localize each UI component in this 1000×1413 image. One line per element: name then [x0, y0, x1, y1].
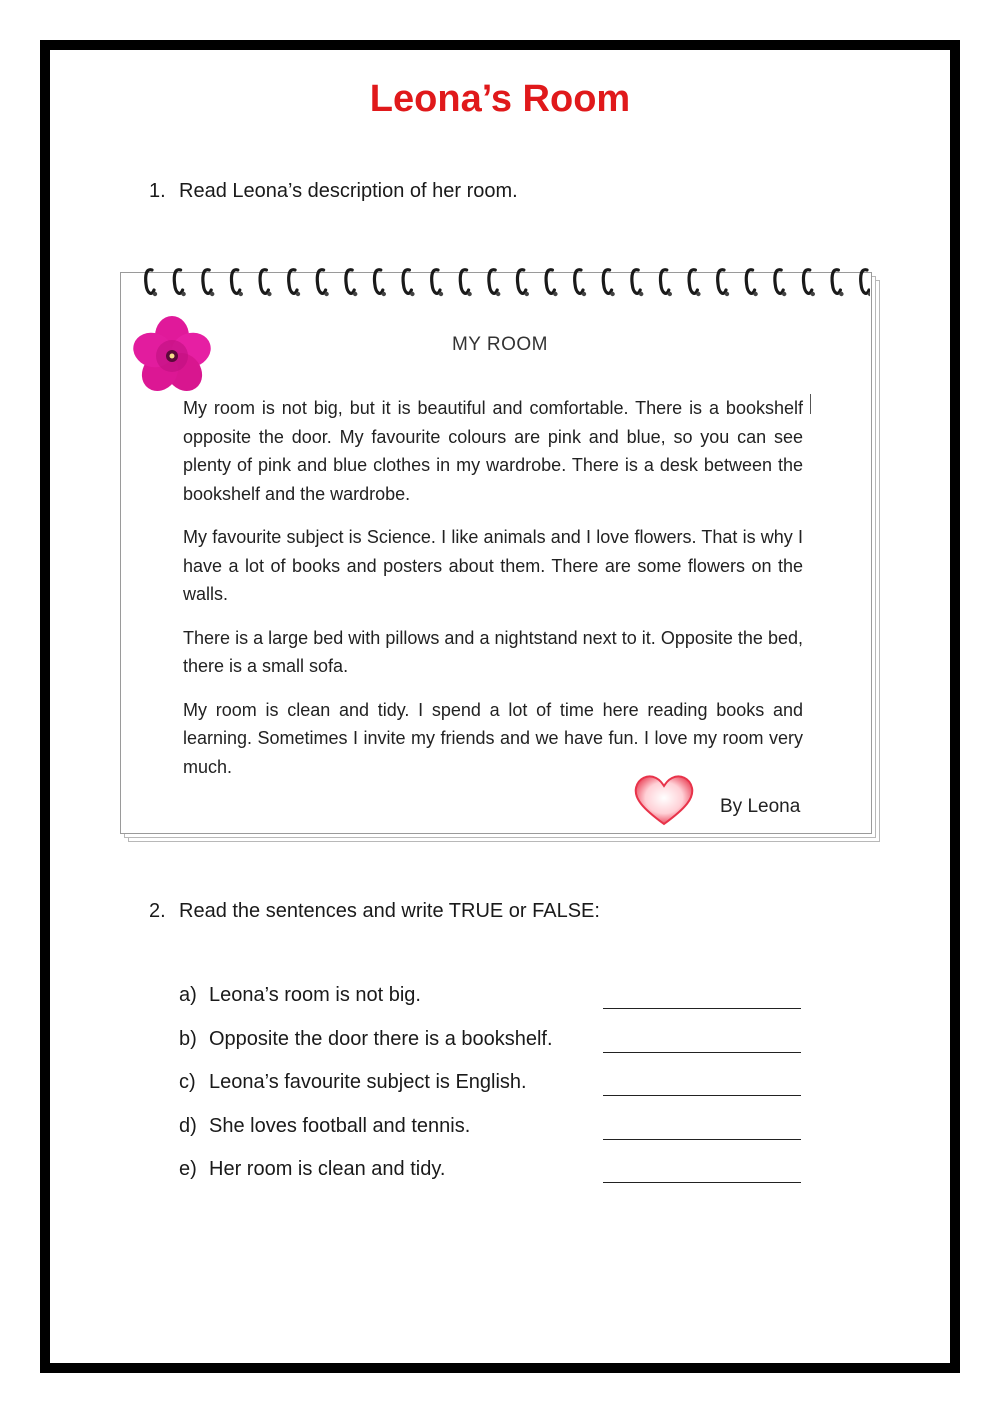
heart-icon — [632, 772, 696, 828]
note-body — [183, 394, 803, 796]
note-paragraph: My room is clean and tidy. I spend a lot of time here reading books and learning. Sometimes I invite my friends and we have fun. I love my room very much. — [183, 699, 803, 777]
spiral-ring-icon — [346, 270, 358, 297]
spiral-ring-icon — [603, 270, 615, 297]
item-letter: e) — [179, 1158, 197, 1180]
list-item — [179, 1115, 819, 1159]
spiral-ring-icon — [432, 270, 444, 297]
spiral-ring-icon — [146, 270, 158, 297]
spiral-ring-icon — [775, 270, 787, 297]
spiral-ring-icon — [289, 270, 301, 297]
text-cursor — [810, 394, 811, 414]
question-2-number: 2. — [149, 900, 166, 922]
answer-blank[interactable] — [603, 1028, 801, 1053]
item-text: Leona’s favourite subject is English. — [209, 1071, 527, 1093]
item-letter: c) — [179, 1071, 196, 1093]
answer-blank[interactable] — [603, 1115, 801, 1140]
spiral-ring-icon — [746, 270, 758, 297]
spiral-ring-icon — [546, 270, 558, 297]
list-item — [179, 984, 819, 1028]
item-text: She loves football and tennis. — [209, 1114, 471, 1137]
spiral-ring-icon — [517, 270, 529, 297]
answer-blank[interactable] — [603, 984, 801, 1009]
notebook — [120, 272, 880, 840]
question-1-text: Read Leona’s description of her room. — [179, 180, 518, 202]
item-text: Opposite the door there is a bookshelf. — [209, 1027, 553, 1050]
answer-blank[interactable] — [603, 1158, 801, 1183]
answer-blank[interactable] — [603, 1071, 801, 1096]
item-letter: d) — [179, 1114, 197, 1137]
spiral-ring-icon — [260, 270, 272, 297]
item-letter: a) — [179, 984, 197, 1006]
question-1-number: 1. — [149, 180, 166, 202]
note-paragraph: There is a large bed with pillows and a nightstand next to it. Opposite the bed, there is a small sofa. — [183, 627, 803, 676]
spiral-ring-icon — [231, 270, 243, 297]
signature: By Leona — [720, 796, 801, 817]
note-paragraph: My favourite subject is Science. I like animals and I love flowers. That is why I have a lot of books and posters about them. There are some flowers on the walls. — [183, 527, 803, 604]
spiral-ring-icon — [575, 270, 587, 297]
page-title: Leona’s Room — [369, 78, 631, 120]
spiral-ring-icon — [803, 270, 815, 297]
spiral-ring-icon — [174, 270, 186, 297]
spiral-ring-icon — [861, 270, 870, 297]
spiral-ring-icon — [403, 270, 415, 297]
spiral-ring-icon — [460, 270, 472, 297]
spiral-ring-icon — [660, 270, 672, 297]
spiral-rings — [140, 264, 870, 304]
spiral-ring-icon — [632, 270, 644, 297]
spiral-ring-icon — [832, 270, 844, 297]
item-text: Her room is clean and tidy. — [209, 1158, 446, 1180]
spiral-ring-icon — [374, 270, 386, 297]
item-text: Leona’s room is not big. — [209, 984, 421, 1006]
question-2 — [149, 900, 600, 923]
spiral-ring-icon — [689, 270, 701, 297]
note-heading: MY ROOM — [451, 334, 549, 355]
list-item — [179, 1071, 819, 1115]
note-paragraph: My room is not big, but it is beautiful and comfortable. There is a bookshelf opposite the door. My favourite colours are pink and blue, so you can see plenty of pink and blue clothes in my wardrobe. There is a desk between the bookshelf and the wardrobe. — [183, 398, 803, 504]
question-2-text: Read the sentences and write TRUE or FALSE: — [179, 900, 600, 922]
question-1 — [149, 180, 518, 203]
list-item — [179, 1028, 819, 1072]
flower-icon — [132, 316, 212, 396]
item-letter: b) — [179, 1027, 197, 1050]
true-false-list — [179, 984, 819, 1202]
spiral-ring-icon — [203, 270, 215, 297]
list-item — [179, 1158, 819, 1202]
spiral-ring-icon — [489, 270, 501, 297]
spiral-ring-icon — [317, 270, 329, 297]
spiral-ring-icon — [718, 270, 730, 297]
